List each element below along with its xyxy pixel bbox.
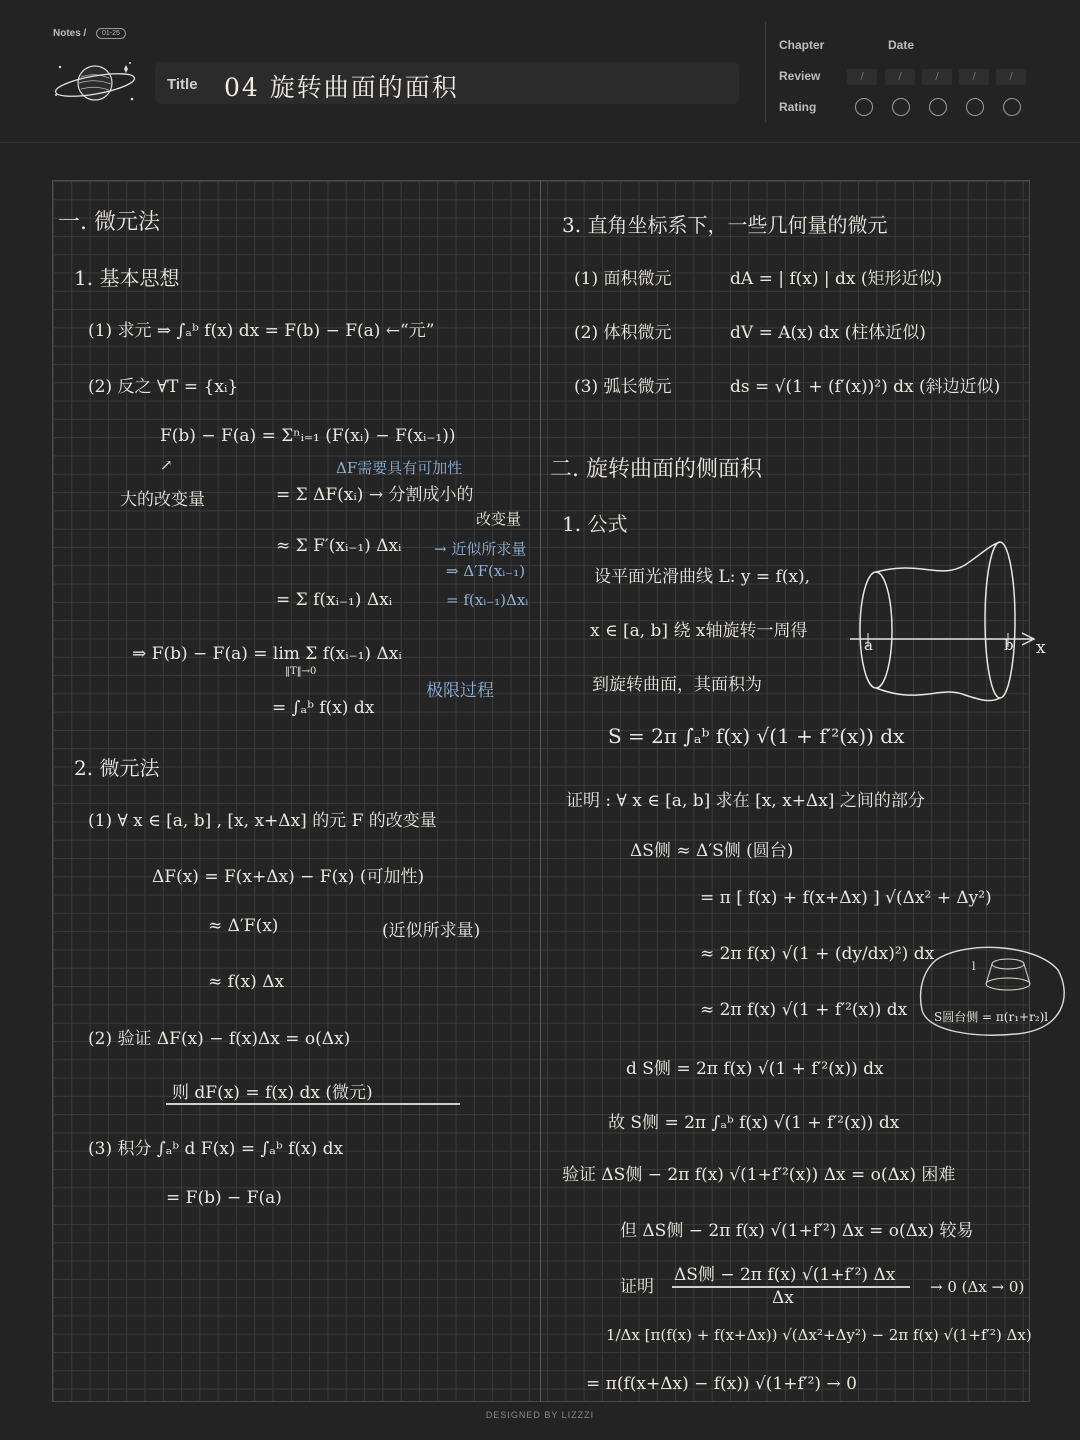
method-result: = F(b) − F(a) — [166, 1188, 282, 1208]
proof-line-3: = π [ f(x) + f(x+Δx) ] √(Δx² + Δy²) — [700, 888, 992, 908]
header-rule — [0, 142, 1080, 143]
note-delta-prime: ⇒ Δ′F(xᵢ₋₁) — [446, 562, 526, 580]
figure-label-b: b — [1004, 636, 1014, 654]
proof-line-9: 但 ΔS侧 − 2π f(x) √(1+f′²) Δx = o(Δx) 较易 — [620, 1221, 974, 1241]
proof-line-10-limit: → 0 (Δx → 0) — [930, 1278, 1025, 1296]
notes-label: Notes / — [53, 28, 87, 39]
footer-credit: DESIGNED BY LIZZZI — [485, 1410, 595, 1420]
header-divider — [765, 22, 766, 122]
proof-line-11: 1/Δx [π(f(x) + f(x+Δx)) √(Δx²+Δy²) − 2π f(x) √(1+f′²) Δx) — [606, 1326, 1032, 1344]
volume-element-formula: dV = A(x) dx (柱体近似) — [730, 323, 926, 343]
setup-line-3: 到旋转曲面，其面积为 — [592, 675, 762, 695]
arc-element-formula: ds = √(1 + (f′(x))²) dx (斜边近似) — [730, 377, 1001, 397]
line-find-element: (1) 求元 ⇒ ∫ₐᵇ f(x) dx = F(b) − F(a) ←“元” — [88, 321, 435, 341]
line-telescoping-sum: F(b) − F(a) = Σⁿᵢ₌₁ (F(xᵢ) − F(xᵢ₋₁)) — [160, 426, 456, 446]
setup-line-1: 设平面光滑曲线 L: y = f(x), — [594, 567, 811, 587]
note-f-delta: = f(xᵢ₋₁)Δxᵢ — [446, 591, 529, 609]
area-element-formula: dA = | f(x) | dx (矩形近似) — [730, 269, 943, 289]
rotation-surface-figure — [840, 535, 1060, 715]
rating-circle[interactable] — [855, 98, 873, 116]
date-label: Date — [888, 38, 915, 52]
review-slot[interactable]: / — [885, 69, 915, 85]
note-change-amount: 改变量 — [476, 510, 522, 528]
proof-line-4: ≈ 2π f(x) √(1 + (dy/dx)²) dx — [700, 944, 935, 964]
setup-line-2: x ∈ [a, b] 绕 x轴旋转一周得 — [590, 621, 808, 641]
line-delta-sum: = Σ ΔF(xᵢ) → 分割成小的 — [276, 485, 474, 505]
column-divider — [540, 180, 541, 1402]
volume-element-label: (2) 体积微元 — [574, 323, 672, 343]
rating-label: Rating — [779, 100, 817, 114]
note-additivity: ΔF需要具有可加性 — [336, 459, 463, 477]
notes-number-badge: 01-25 — [96, 28, 126, 39]
note-approx-quantity: → 近似所求量 — [434, 540, 527, 558]
rating-circle[interactable] — [892, 98, 910, 116]
review-slot[interactable]: / — [847, 69, 877, 85]
proof-line-1: 证明 : ∀ x ∈ [a, b] 求在 [x, x+Δx] 之间的部分 — [566, 791, 925, 811]
line-approx-sum: ≈ Σ F′(xᵢ₋₁) Δxᵢ — [276, 536, 402, 556]
line-integral: = ∫ₐᵇ f(x) dx — [272, 698, 375, 718]
rating-circle[interactable] — [929, 98, 947, 116]
proof-line-12: = π(f(x+Δx) − f(x)) √(1+f′²) → 0 — [586, 1374, 857, 1394]
frustum-area-note: S圆台侧 = π(r₁+r₂)l — [934, 1010, 1049, 1024]
proof-line-2: ΔS侧 ≈ Δ′S侧 (圆台) — [630, 841, 794, 861]
frustum-sketch — [916, 940, 1072, 1040]
title-text: 04 旋转曲面的面积 — [224, 73, 459, 102]
proof-line-8: 验证 ΔS侧 − 2π f(x) √(1+f′²(x)) Δx = o(Δx) 困难 — [562, 1165, 956, 1185]
subheading-formula: 1. 公式 — [562, 512, 628, 536]
subheading-rect-coords: 3. 直角坐标系下，一些几何量的微元 — [562, 213, 888, 237]
method-step-2-verify: (2) 验证 ΔF(x) − f(x)Δx = o(Δx) — [88, 1029, 351, 1049]
underline — [166, 1103, 460, 1105]
title-label: Title — [167, 76, 198, 93]
proof-line-10-numerator: ΔS侧 − 2π f(x) √(1+f′²) Δx — [674, 1265, 896, 1285]
review-label: Review — [779, 69, 821, 83]
review-slot[interactable]: / — [996, 69, 1026, 85]
proof-line-5: ≈ 2π f(x) √(1 + f′²(x)) dx — [700, 1000, 908, 1020]
chapter-label: Chapter — [779, 38, 825, 52]
planet-icon — [50, 55, 140, 111]
method-step-3-integrate: (3) 积分 ∫ₐᵇ d F(x) = ∫ₐᵇ f(x) dx — [88, 1139, 344, 1159]
review-slot[interactable]: / — [922, 69, 952, 85]
area-element-label: (1) 面积微元 — [574, 269, 672, 289]
proof-line-10-label: 证明 — [620, 1277, 654, 1297]
section-heading-microelement: 一. 微元法 — [58, 210, 160, 235]
method-f-dx: ≈ f(x) Δx — [208, 972, 285, 992]
subheading-basic-idea: 1. 基本思想 — [74, 266, 180, 290]
note-limit-process: 极限过程 — [426, 681, 494, 701]
section-heading-surface-area: 二. 旋转曲面的侧面积 — [550, 457, 762, 482]
figure-label-x: x — [1036, 638, 1046, 658]
method-approx: ≈ Δ′F(x) — [208, 916, 279, 936]
subheading-microelement-method: 2. 微元法 — [74, 756, 160, 780]
surface-area-formula: S = 2π ∫ₐᵇ f(x) √(1 + f′²(x)) dx — [608, 724, 905, 748]
proof-line-6: d S侧 = 2π f(x) √(1 + f′²(x)) dx — [626, 1059, 884, 1079]
line-converse: (2) 反之 ∀T = {xᵢ} — [88, 377, 239, 397]
method-differential: 则 dF(x) = f(x) dx (微元) — [172, 1083, 373, 1103]
frustum-label-l: l — [972, 960, 976, 973]
review-slot[interactable]: / — [959, 69, 989, 85]
method-approx-note: (近似所求量) — [382, 921, 481, 941]
arrow-up-icon: ↗ — [160, 456, 173, 474]
method-step-1: (1) ∀ x ∈ [a, b] , [x, x+Δx] 的元 F 的改变量 — [88, 811, 437, 831]
note-large-change: 大的改变量 — [120, 490, 205, 510]
method-delta-f: ΔF(x) = F(x+Δx) − F(x) (可加性) — [152, 867, 425, 887]
line-limit-subscript: ‖T‖→0 — [285, 666, 317, 677]
arc-element-label: (3) 弧长微元 — [574, 377, 672, 397]
rating-circle[interactable] — [966, 98, 984, 116]
line-f-sum: = Σ f(xᵢ₋₁) Δxᵢ — [276, 590, 393, 610]
proof-line-7: 故 S侧 = 2π ∫ₐᵇ f(x) √(1 + f′²(x)) dx — [608, 1113, 900, 1133]
proof-line-10-denominator: Δx — [772, 1288, 794, 1308]
rating-circle[interactable] — [1003, 98, 1021, 116]
line-limit: ⇒ F(b) − F(a) = lim Σ f(xᵢ₋₁) Δxᵢ — [132, 644, 402, 664]
figure-label-a: a — [864, 636, 873, 654]
